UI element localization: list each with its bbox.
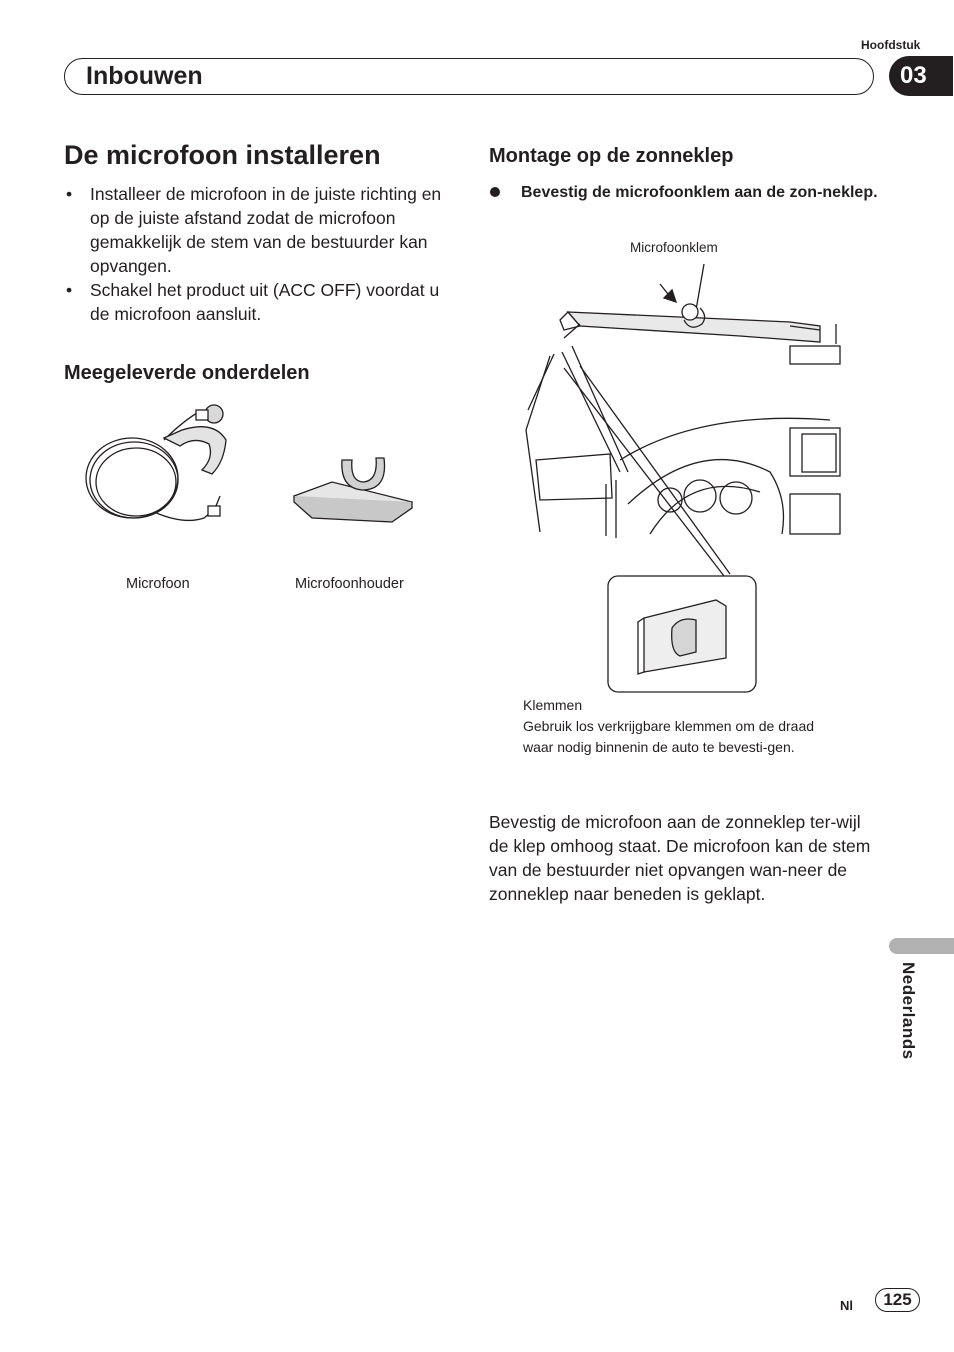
body-paragraph: Bevestig de microfoon aan de zonneklep ter-wijl de klep omhoog staat. De microfoon kan de stem van de bestuurder niet opvangen wan-neer de zonneklep naar beneden is geklapt.: [489, 812, 871, 904]
microphone-holder-caption: Microfoonhouder: [295, 576, 404, 592]
microphone-clip-callout: Microfoonklem: [630, 240, 718, 255]
language-label: Nederlands: [899, 962, 918, 1060]
microphone-icon: [84, 400, 244, 530]
sun-visor-diagram: [520, 260, 842, 700]
clamps-note: Gebruik los verkrijgbare klemmen om de draad waar nodig binnenin de auto te bevesti-gen.: [523, 718, 815, 755]
step-instruction: Bevestig de microfoonklem aan de zon-neklep.: [521, 184, 878, 201]
page-number: 125: [875, 1288, 920, 1312]
language-code: Nl: [840, 1298, 853, 1313]
language-tab: [889, 938, 954, 954]
clamps-title: Klemmen: [523, 697, 583, 713]
microphone-caption: Microfoon: [126, 576, 190, 592]
parts-heading: Meegeleverde onderdelen: [64, 362, 310, 384]
section-title: Montage op de zonneklep: [489, 145, 734, 167]
list-item: • Installeer de microfoon in de juiste richting en op de juiste afstand zodat de microfoon gemakkelijk de stem van de bestuurder kan opvangen.: [64, 182, 454, 278]
bullet-list: [64, 182, 454, 326]
chapter-label: Hoofdstuk: [861, 38, 921, 52]
page-title: De microfoon installeren: [64, 140, 381, 170]
chapter-title: Inbouwen: [86, 62, 203, 90]
list-item: • Schakel het product uit (ACC OFF) voordat u de microfoon aansluit.: [64, 278, 454, 326]
chapter-number-badge: 03: [889, 56, 953, 96]
microphone-holder-icon: [292, 452, 416, 524]
